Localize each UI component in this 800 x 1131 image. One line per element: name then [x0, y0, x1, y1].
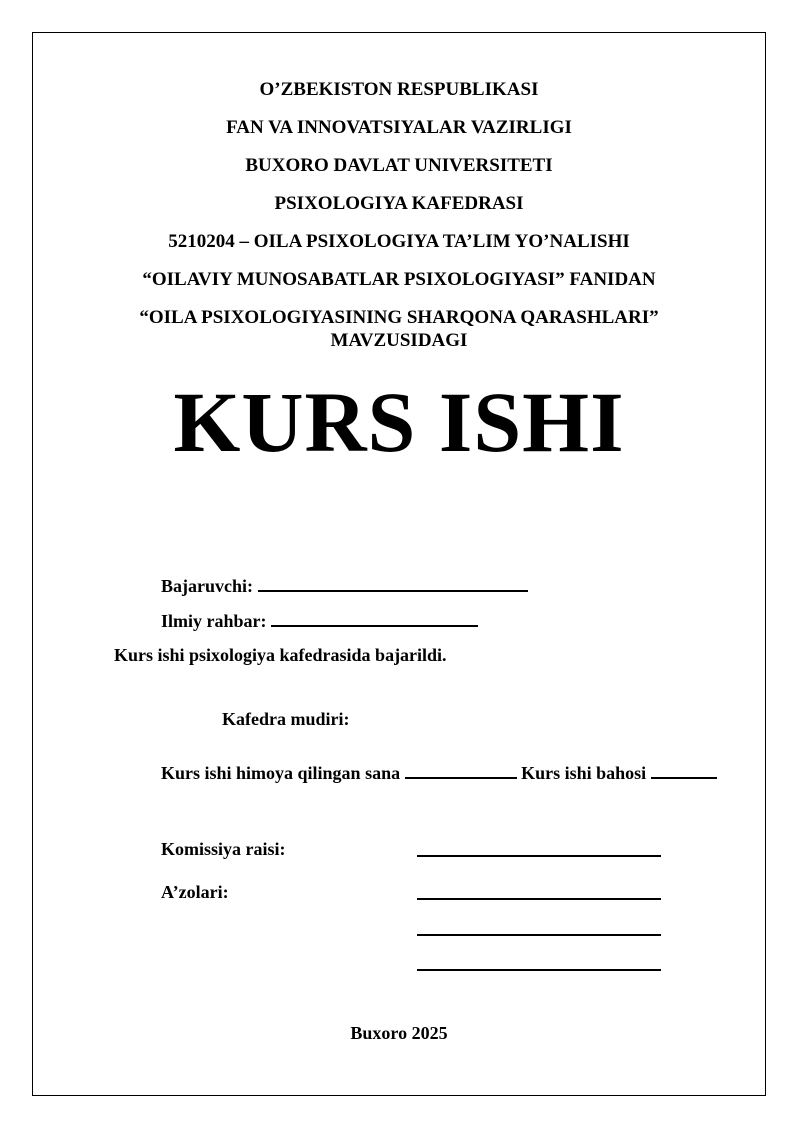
ministry-heading: FAN VA INNOVATSIYALAR VAZIRLIGI [226, 117, 572, 138]
executor-row [161, 574, 528, 596]
grade-blank [651, 761, 717, 779]
topic-heading-line1: “OILA PSIXOLOGIYASINING SHARQONA QARASHLARI” [139, 307, 659, 328]
subject-heading: “OILAVIY MUNOSABATLAR PSIXOLOGIYASI” FANIDAN [142, 269, 656, 290]
defense-date-label: Kurs ishi himoya qilingan sana [161, 763, 401, 783]
defense-row [161, 761, 717, 783]
topic-heading-line2: MAVZUSIDAGI [330, 330, 468, 351]
specialty-heading: 5210204 – OILA PSIXOLOGIYA TA’LIM YO’NALISHI [168, 231, 630, 252]
member-signature-line [417, 934, 661, 936]
completion-note: Kurs ishi psixologiya kafedrasida bajarildi. [114, 645, 447, 665]
page-border [32, 32, 766, 1096]
department-heading: PSIXOLOGIYA KAFEDRASI [274, 193, 524, 214]
member-signature-line [417, 898, 661, 900]
commission-chair-signature-line [417, 855, 661, 857]
commission-chair-label: Komissiya raisi: [161, 839, 286, 859]
grade-label: Kurs ishi bahosi [521, 763, 647, 783]
supervisor-row [161, 609, 478, 631]
supervisor-label: Ilmiy rahbar: [161, 611, 267, 631]
member-signature-line [417, 969, 661, 971]
executor-label: Bajaruvchi: [161, 576, 253, 596]
members-label: A’zolari: [161, 882, 229, 902]
place-and-year: Buxoro 2025 [350, 1023, 448, 1043]
head-of-department-label: Kafedra mudiri: [222, 709, 350, 729]
university-heading: BUXORO DAVLAT UNIVERSITETI [245, 155, 553, 176]
country-heading: O’ZBEKISTON RESPUBLIKASI [259, 79, 539, 100]
supervisor-blank [271, 609, 478, 627]
document-title: KURS ISHI [173, 374, 625, 470]
defense-date-blank [405, 761, 517, 779]
executor-blank [258, 574, 528, 592]
